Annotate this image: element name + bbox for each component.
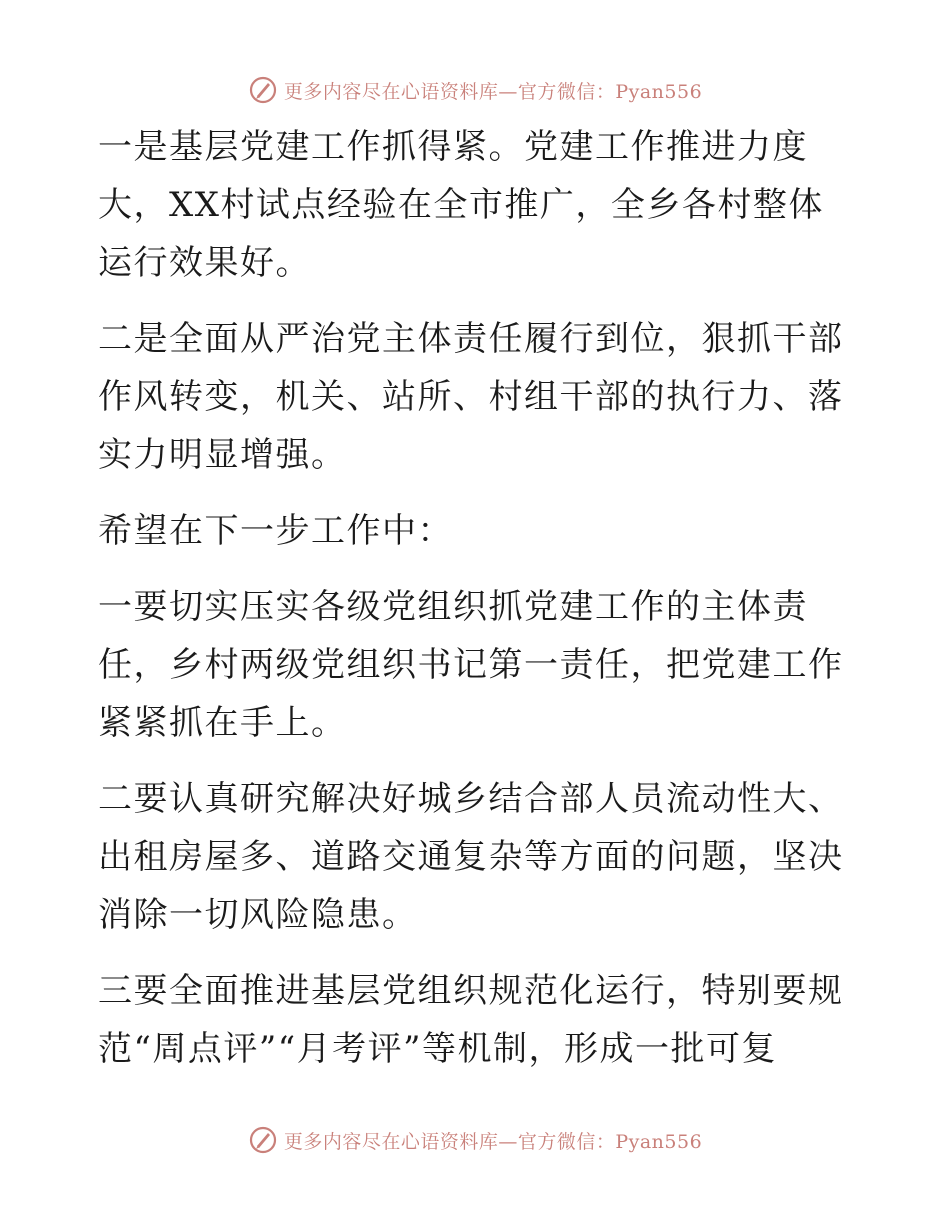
quill-logo-icon bbox=[248, 1125, 278, 1155]
paragraph-3: 希望在下一步工作中： bbox=[98, 511, 453, 551]
header-watermark bbox=[0, 72, 950, 108]
paragraph-4: 一要切实压实各级党组织抓党建工作的主体责任，乡村两级党组织书记第一责任，把党建工作紧紧抓在手上。 bbox=[98, 587, 844, 743]
quill-logo-icon bbox=[248, 75, 278, 105]
paragraph-6: 三要全面推进基层党组织规范化运行，特别要规范“周点评”“月考评”等机制，形成一批可复 bbox=[98, 971, 844, 1069]
watermark-text: 更多内容尽在心语资料库—官方微信：Pyan556 bbox=[283, 1130, 703, 1153]
watermark-text: 更多内容尽在心语资料库—官方微信：Pyan556 bbox=[283, 80, 703, 103]
paragraph-2: 二是全面从严治党主体责任履行到位，狠抓干部作风转变，机关、站所、村组干部的执行力、落实力明显增强。 bbox=[98, 319, 844, 475]
paragraph-1: 一是基层党建工作抓得紧。党建工作推进力度大，XX村试点经验在全市推广，全乡各村整体运行效果好。 bbox=[98, 127, 824, 283]
document-body bbox=[98, 118, 858, 1096]
footer-watermark bbox=[0, 1122, 950, 1158]
paragraph-5: 二要认真研究解决好城乡结合部人员流动性大、出租房屋多、道路交通复杂等方面的问题，坚决消除一切风险隐患。 bbox=[98, 779, 844, 935]
